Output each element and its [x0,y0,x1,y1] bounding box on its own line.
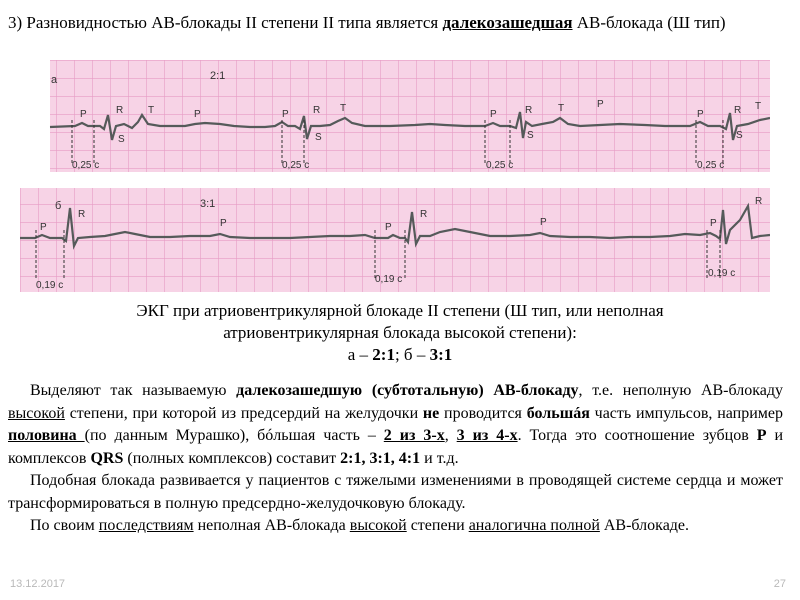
heading-text-1: 3) Разновидностью АВ-блокады II степени II типа является [8,13,443,32]
ecg-wave-label: S [736,130,743,141]
heading-emphasis: далекозашедшая [442,13,573,32]
ecg-wave-label: R [525,105,533,116]
ecg-wave-label: R [116,105,124,116]
text-run: и комплексов [8,427,784,467]
text-run: , [444,427,457,444]
bold-underline-run: 3 из 4-х [456,427,518,444]
ecg-paper-a [50,60,770,172]
ecg-interval-label: 0,25 с [697,160,725,171]
caption-line-3 [0,344,800,366]
ecg-wave-label: P [710,218,717,229]
heading-text-2: АВ-блокада (Ш тип) [572,13,726,32]
caption-part: ; б – [394,345,430,364]
ecg-interval-label: 0,25 с [282,160,310,171]
ecg-wave-label: R [734,105,742,116]
text-run: . Тогда это соотношение зубцов [517,427,757,444]
text-run: проводится [439,404,527,422]
ecg-strip-a-label: а [51,74,58,86]
bold-underline-run: 2 из 3-х [383,427,445,444]
ecg-wave-label: P [697,109,704,120]
slide-heading [8,12,790,34]
ecg-wave-label: R [755,196,763,207]
ecg-wave-label: R [78,209,86,220]
body-text [8,380,783,538]
ecg-strip-a-ratio: 2:1 [210,70,226,82]
ecg-strip-b [20,188,770,292]
text-run: Выделяют так называемую [30,382,237,399]
text-run: неполная АВ-блокада [193,517,350,534]
ecg-wave-label: T [340,103,347,114]
page-number: 27 [773,578,786,590]
footer-date: 13.12.2017 [10,578,66,590]
ecg-strip-a [50,60,770,172]
caption-line-1: ЭКГ при атриовентрикулярной блокаде II степени (Ш тип, или неполная [136,301,664,320]
ecg-interval-label: 0,19 с [375,274,403,285]
text-run: (по данным Мурашко), бóльшая часть – [84,427,384,444]
ecg-interval-label: 0,19 с [36,280,64,291]
caption-part: а – [347,345,373,364]
ecg-wave-label: T [148,105,155,116]
paragraph-3 [8,515,783,538]
ecg-wave-label: R [313,105,321,116]
ecg-strip-b-label: б [55,200,62,212]
bold-run: большáя [526,404,590,422]
caption-line-2: атриовентрикулярная блокада высокой степени): [223,323,577,342]
bold-underline-run: половина [8,427,85,444]
caption-ratio-b: 3:1 [429,345,453,364]
ecg-wave-label: P [40,222,47,233]
text-run: и т.д. [420,449,459,467]
text-run: степени, при которой из предсердий на желудочки [64,404,423,422]
ecg-strip-b-ratio: 3:1 [200,198,216,210]
text-run: (полных комплексов) составит [123,449,341,467]
bold-run: QRS [90,449,124,467]
paragraph-2: Подобная блокада развивается у пациентов с тяжелыми изменениями в проводящей системе сердца и может трансформироваться в полную предсердно-желудочковую блокаду. [8,472,783,512]
ecg-wave-label: P [194,109,201,120]
ecg-wave-label: P [597,99,604,110]
bold-run: Р [756,427,767,444]
ecg-wave-label: P [490,109,497,120]
ecg-wave-label: T [558,103,565,114]
text-run: часть импульсов, например [589,404,784,422]
bold-run: далекозашедшую (субтотальную) АВ-блокаду [236,382,579,399]
ecg-wave-label: P [80,109,87,120]
ecg-wave-label: P [385,222,392,233]
ecg-interval-label: 0,19 с [708,268,736,279]
text-run: АВ-блокаде. [599,517,690,534]
ecg-wave-label: R [420,209,428,220]
caption-ratio-a: 2:1 [372,345,395,364]
ecg-wave-label: T [755,101,762,112]
underline-run: последствиям [98,517,194,534]
figure-caption [0,300,800,366]
text-run: По своим [30,517,99,534]
ecg-wave-label: S [315,132,322,143]
bold-run: не [422,404,440,422]
underline-run: аналогична полной [468,517,600,534]
text-run: степени [406,517,469,534]
ecg-interval-label: 0,25 с [72,160,100,171]
text-run: , т.е. неполную АВ-блокаду [578,382,784,399]
underline-run: высокой [8,404,65,422]
underline-run: высокой [349,517,407,534]
ecg-wave-label: P [282,109,289,120]
paragraph-1 [8,380,783,470]
ecg-interval-label: 0,25 с [486,160,514,171]
bold-run: 2:1, 3:1, 4:1 [340,449,421,467]
ecg-wave-label: P [220,218,227,229]
ecg-figure [20,60,770,292]
ecg-wave-label: P [540,217,547,228]
ecg-wave-label: S [527,130,534,141]
ecg-wave-label: S [118,134,125,145]
